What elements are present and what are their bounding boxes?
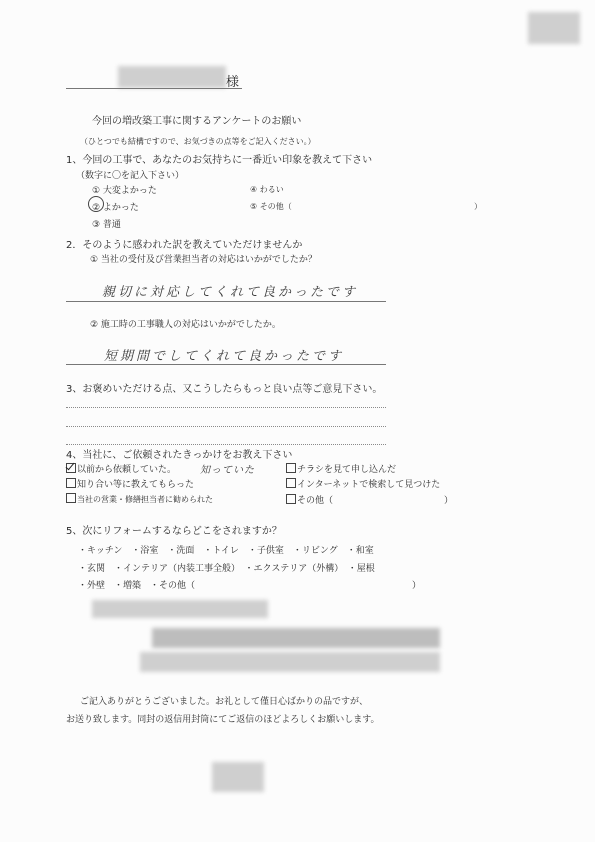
q2-answer1: 親切に対応してくれて良かったです [102,285,359,300]
q1-option-3: ③ 普通 [92,220,121,230]
redacted-company-1 [92,600,268,618]
q3-line-3 [66,444,386,445]
q2-sub1: ① 当社の受付及び営業担当者の対応はいかがでしたか？ [90,255,317,265]
name-underline [66,88,242,89]
q4-option-previous-label: 以前から依頼していた。 [77,465,177,475]
q3-line-1 [66,407,386,408]
q4-option-flyer-label: チラシを見て申し込んだ [297,465,397,475]
redacted-company-3 [140,652,440,672]
redacted-block [528,12,580,44]
checkbox-icon [286,463,296,473]
q4-option-internet-label: インターネットで検索して見つけた [297,480,441,490]
footer-line-1: ご記入ありがとうございました。お礼として僅日心ばかりの品ですが、 [80,697,369,707]
q5-row-2: ・玄関 ・インテリア（内装工事全般） ・エクステリア（外構） ・屋根 [78,564,375,574]
q4-option-internet [286,477,440,490]
q1-selected-circle [88,196,104,212]
checkbox-icon [286,494,296,504]
q1-option-1: ① 大変よかった [92,186,157,196]
q4-other-close: ） [444,496,454,506]
answer2-line [66,364,386,365]
q1-option-5-close: ） [474,202,482,211]
q4-option-sales [66,493,213,505]
q1-note: （数字に〇を記入下さい） [76,171,185,181]
q4-option-flyer [286,462,396,475]
redacted-name [118,66,226,88]
q1-option-4: ④ わるい [250,185,284,194]
q1-option-2: ② よかった [92,203,139,213]
q4-option-previous [66,462,176,475]
q4-handwritten-note: 知っていた [200,465,255,476]
checkbox-icon [286,478,296,488]
checkbox-icon [66,493,76,503]
checkbox-checked-icon [66,463,76,473]
q4-option-other-label: その他（ [297,496,334,506]
q4-option-acquaintance [66,477,194,490]
q3-question: 3、お褒めいただける点、又こうしたらもっと良い点等ご意見下さい。 [66,384,383,395]
page-title: 今回の増改築工事に関するアンケートのお願い [92,116,302,127]
q5-question: 5、次にリフォームするならどこをされますか？ [66,526,282,537]
q1-question: 1、今回の工事で、あなたのお気持ちに一番近い印象を教えて下さい [66,155,373,166]
q5-row-3-close: ） [412,581,422,591]
honorific: 様 [226,75,240,90]
intro-text: （ひとつでも結構ですので、お気づきの点等をご記入ください。） [80,137,316,146]
q2-question: 2．そのように感われた訳を教えていただけませんか [66,240,303,251]
q2-answer2: 短期間でしてくれて良かったです [104,349,345,364]
q5-row-1: ・キッチン ・浴室 ・洗面 ・トイレ ・子供室 ・リビング ・和室 [78,546,374,556]
q4-option-other [286,493,333,506]
redacted-stamp [212,762,264,792]
checkbox-icon [66,478,76,488]
footer-line-2: お送り致します。同封の返信用封筒にてご返信のほどよろしくお願いします。 [66,715,380,725]
redacted-company-2 [152,628,440,648]
q4-option-sales-label: 当社の営業・修繕担当者に勧められた [77,495,213,504]
q2-sub2: ② 施工時の工事職人の対応はいかがでしたか。 [90,320,281,330]
answer1-line [66,301,386,302]
q4-option-acquaintance-label: 知り合い等に教えてもらった [77,480,195,490]
q3-line-2 [66,426,386,427]
q4-question: 4、当社に、ご依頼されたきっかけをお教え下さい [66,450,293,461]
q1-option-5: ⑤ その他（ [250,202,292,211]
q5-row-3: ・外壁 ・増築 ・その他（ [78,581,196,591]
